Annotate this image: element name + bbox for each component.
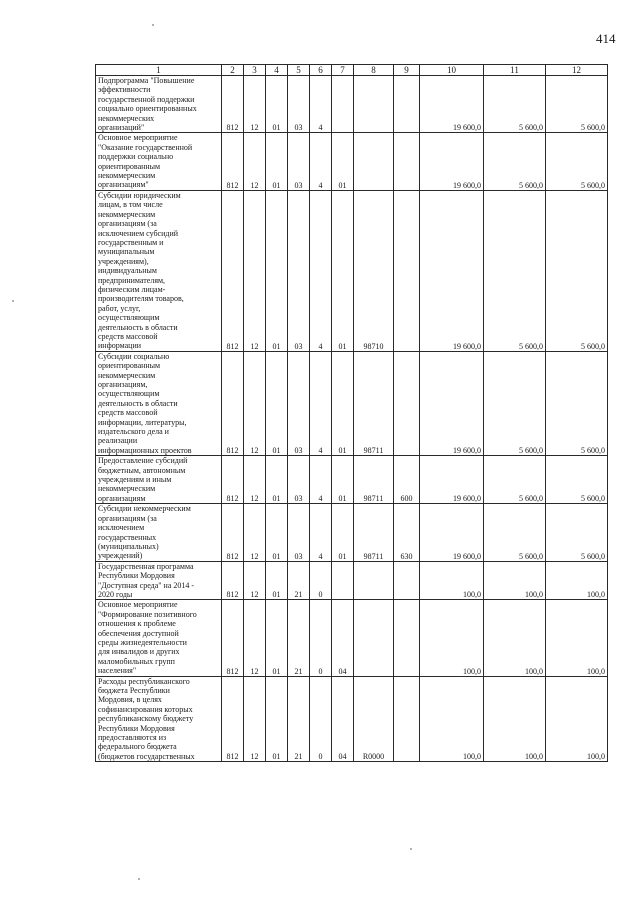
cell-c7: 01 <box>332 456 354 504</box>
cell-c2: 812 <box>222 600 244 676</box>
cell-c6: 4 <box>310 133 332 190</box>
cell-c12: 5 600,0 <box>546 456 608 504</box>
column-header: 12 <box>546 65 608 76</box>
column-header: 10 <box>420 65 484 76</box>
cell-c6: 4 <box>310 190 332 351</box>
cell-c10: 19 600,0 <box>420 504 484 561</box>
cell-c9 <box>394 600 420 676</box>
table-row <box>96 76 608 133</box>
cell-c2: 812 <box>222 351 244 455</box>
header-row <box>96 65 608 76</box>
cell-c9 <box>394 190 420 351</box>
cell-c6: 0 <box>310 600 332 676</box>
column-header: 3 <box>244 65 266 76</box>
cell-c2: 812 <box>222 133 244 190</box>
cell-c8: 98711 <box>354 504 394 561</box>
cell-c10: 100,0 <box>420 600 484 676</box>
cell-c10: 100,0 <box>420 561 484 600</box>
page-number: 414 <box>596 31 616 46</box>
cell-c9 <box>394 561 420 600</box>
cell-c9 <box>394 133 420 190</box>
column-header: 7 <box>332 65 354 76</box>
cell-c6: 4 <box>310 351 332 455</box>
cell-c11: 5 600,0 <box>484 456 546 504</box>
row-name-cell: Предоставление субсидий бюджетным, автономным учреждениям и иным некоммерческим организациям <box>96 456 222 504</box>
table-row <box>96 456 608 504</box>
cell-c4: 01 <box>266 190 288 351</box>
scan-speck <box>138 878 140 880</box>
cell-c11: 5 600,0 <box>484 76 546 133</box>
cell-c10: 19 600,0 <box>420 190 484 351</box>
cell-c8 <box>354 561 394 600</box>
row-name-cell: Расходы республиканского бюджета Республики Мордовия, в целях софинансирования которых республиканскому бюджету Республики Мордовия предоставляются из федерального бюджета (бюджетов государственных <box>96 676 222 762</box>
table-row <box>96 351 608 455</box>
cell-c9: 600 <box>394 456 420 504</box>
cell-c11: 5 600,0 <box>484 504 546 561</box>
cell-c10: 19 600,0 <box>420 133 484 190</box>
table-row <box>96 190 608 351</box>
cell-c3: 12 <box>244 133 266 190</box>
cell-c5: 03 <box>288 351 310 455</box>
scan-speck <box>12 300 14 302</box>
cell-c5: 03 <box>288 456 310 504</box>
cell-c12: 100,0 <box>546 676 608 762</box>
cell-c7: 01 <box>332 351 354 455</box>
cell-c12: 5 600,0 <box>546 76 608 133</box>
cell-c4: 01 <box>266 600 288 676</box>
cell-c12: 5 600,0 <box>546 351 608 455</box>
cell-c4: 01 <box>266 676 288 762</box>
cell-c2: 812 <box>222 561 244 600</box>
cell-c7: 01 <box>332 190 354 351</box>
cell-c12: 5 600,0 <box>546 133 608 190</box>
scan-speck <box>410 848 412 850</box>
cell-c8 <box>354 600 394 676</box>
table-row <box>96 504 608 561</box>
scan-speck <box>152 24 154 26</box>
column-header: 6 <box>310 65 332 76</box>
cell-c11: 5 600,0 <box>484 351 546 455</box>
cell-c12: 100,0 <box>546 600 608 676</box>
cell-c12: 5 600,0 <box>546 504 608 561</box>
cell-c10: 19 600,0 <box>420 76 484 133</box>
cell-c8: 98710 <box>354 190 394 351</box>
cell-c6: 4 <box>310 456 332 504</box>
cell-c3: 12 <box>244 351 266 455</box>
cell-c5: 03 <box>288 504 310 561</box>
cell-c7: 04 <box>332 600 354 676</box>
cell-c6: 4 <box>310 76 332 133</box>
column-header: 11 <box>484 65 546 76</box>
row-name-cell: Субсидии юридическим лицам, в том числе некоммерческим организациям (за исключением субсидий государственным и муниципальным учреждениям), индивидуальным предпринимателям, физическим лицам- производителям товаров, работ, услуг, осуществляющим деятельность в области средств массовой информации <box>96 190 222 351</box>
cell-c6: 4 <box>310 504 332 561</box>
cell-c3: 12 <box>244 676 266 762</box>
cell-c5: 21 <box>288 600 310 676</box>
cell-c9 <box>394 76 420 133</box>
cell-c3: 12 <box>244 76 266 133</box>
cell-c10: 100,0 <box>420 676 484 762</box>
cell-c6: 0 <box>310 561 332 600</box>
cell-c2: 812 <box>222 456 244 504</box>
cell-c11: 5 600,0 <box>484 190 546 351</box>
row-name-cell: Основное мероприятие "Оказание государственной поддержки социально ориентированным некоммерческим организациям" <box>96 133 222 190</box>
column-header: 4 <box>266 65 288 76</box>
cell-c3: 12 <box>244 561 266 600</box>
cell-c4: 01 <box>266 561 288 600</box>
cell-c9: 630 <box>394 504 420 561</box>
table-row <box>96 676 608 762</box>
table-row <box>96 600 608 676</box>
cell-c3: 12 <box>244 504 266 561</box>
row-name-cell: Субсидии некоммерческим организациям (за исключением государственных (муниципальных) учреждений) <box>96 504 222 561</box>
cell-c4: 01 <box>266 133 288 190</box>
table-row <box>96 133 608 190</box>
row-name-cell: Основное мероприятие "Формирование позитивного отношения к проблеме обеспечения доступной среды жизнедеятельности для инвалидов и других маломобильных групп населения" <box>96 600 222 676</box>
cell-c10: 19 600,0 <box>420 351 484 455</box>
cell-c8 <box>354 133 394 190</box>
cell-c4: 01 <box>266 504 288 561</box>
table-row <box>96 561 608 600</box>
cell-c11: 100,0 <box>484 676 546 762</box>
cell-c9 <box>394 351 420 455</box>
column-header: 8 <box>354 65 394 76</box>
cell-c7: 01 <box>332 504 354 561</box>
cell-c7: 04 <box>332 676 354 762</box>
cell-c3: 12 <box>244 456 266 504</box>
cell-c3: 12 <box>244 190 266 351</box>
cell-c2: 812 <box>222 676 244 762</box>
cell-c3: 12 <box>244 600 266 676</box>
cell-c7 <box>332 76 354 133</box>
column-header: 5 <box>288 65 310 76</box>
cell-c7: 01 <box>332 133 354 190</box>
row-name-cell: Подпрограмма "Повышение эффективности государственной поддержки социально ориентированных некоммерческих организаций" <box>96 76 222 133</box>
budget-table <box>95 64 608 762</box>
cell-c2: 812 <box>222 76 244 133</box>
cell-c10: 19 600,0 <box>420 456 484 504</box>
row-name-cell: Государственная программа Республики Мордовия "Доступная среда" на 2014 - 2020 годы <box>96 561 222 600</box>
cell-c2: 812 <box>222 504 244 561</box>
cell-c11: 5 600,0 <box>484 133 546 190</box>
cell-c4: 01 <box>266 456 288 504</box>
cell-c5: 03 <box>288 133 310 190</box>
cell-c8: R0000 <box>354 676 394 762</box>
row-name-cell: Субсидии социально ориентированным некоммерческим организациям, осуществляющим деятельность в области средств массовой информации, литературы, издательского дела и реализации информационных проектов <box>96 351 222 455</box>
cell-c5: 03 <box>288 76 310 133</box>
cell-c6: 0 <box>310 676 332 762</box>
cell-c4: 01 <box>266 76 288 133</box>
cell-c11: 100,0 <box>484 561 546 600</box>
cell-c12: 5 600,0 <box>546 190 608 351</box>
cell-c4: 01 <box>266 351 288 455</box>
cell-c5: 21 <box>288 561 310 600</box>
column-header: 1 <box>96 65 222 76</box>
cell-c2: 812 <box>222 190 244 351</box>
cell-c12: 100,0 <box>546 561 608 600</box>
column-header: 9 <box>394 65 420 76</box>
cell-c5: 21 <box>288 676 310 762</box>
cell-c9 <box>394 676 420 762</box>
cell-c8 <box>354 76 394 133</box>
cell-c11: 100,0 <box>484 600 546 676</box>
column-header: 2 <box>222 65 244 76</box>
cell-c8: 98711 <box>354 456 394 504</box>
cell-c7 <box>332 561 354 600</box>
cell-c5: 03 <box>288 190 310 351</box>
cell-c8: 98711 <box>354 351 394 455</box>
